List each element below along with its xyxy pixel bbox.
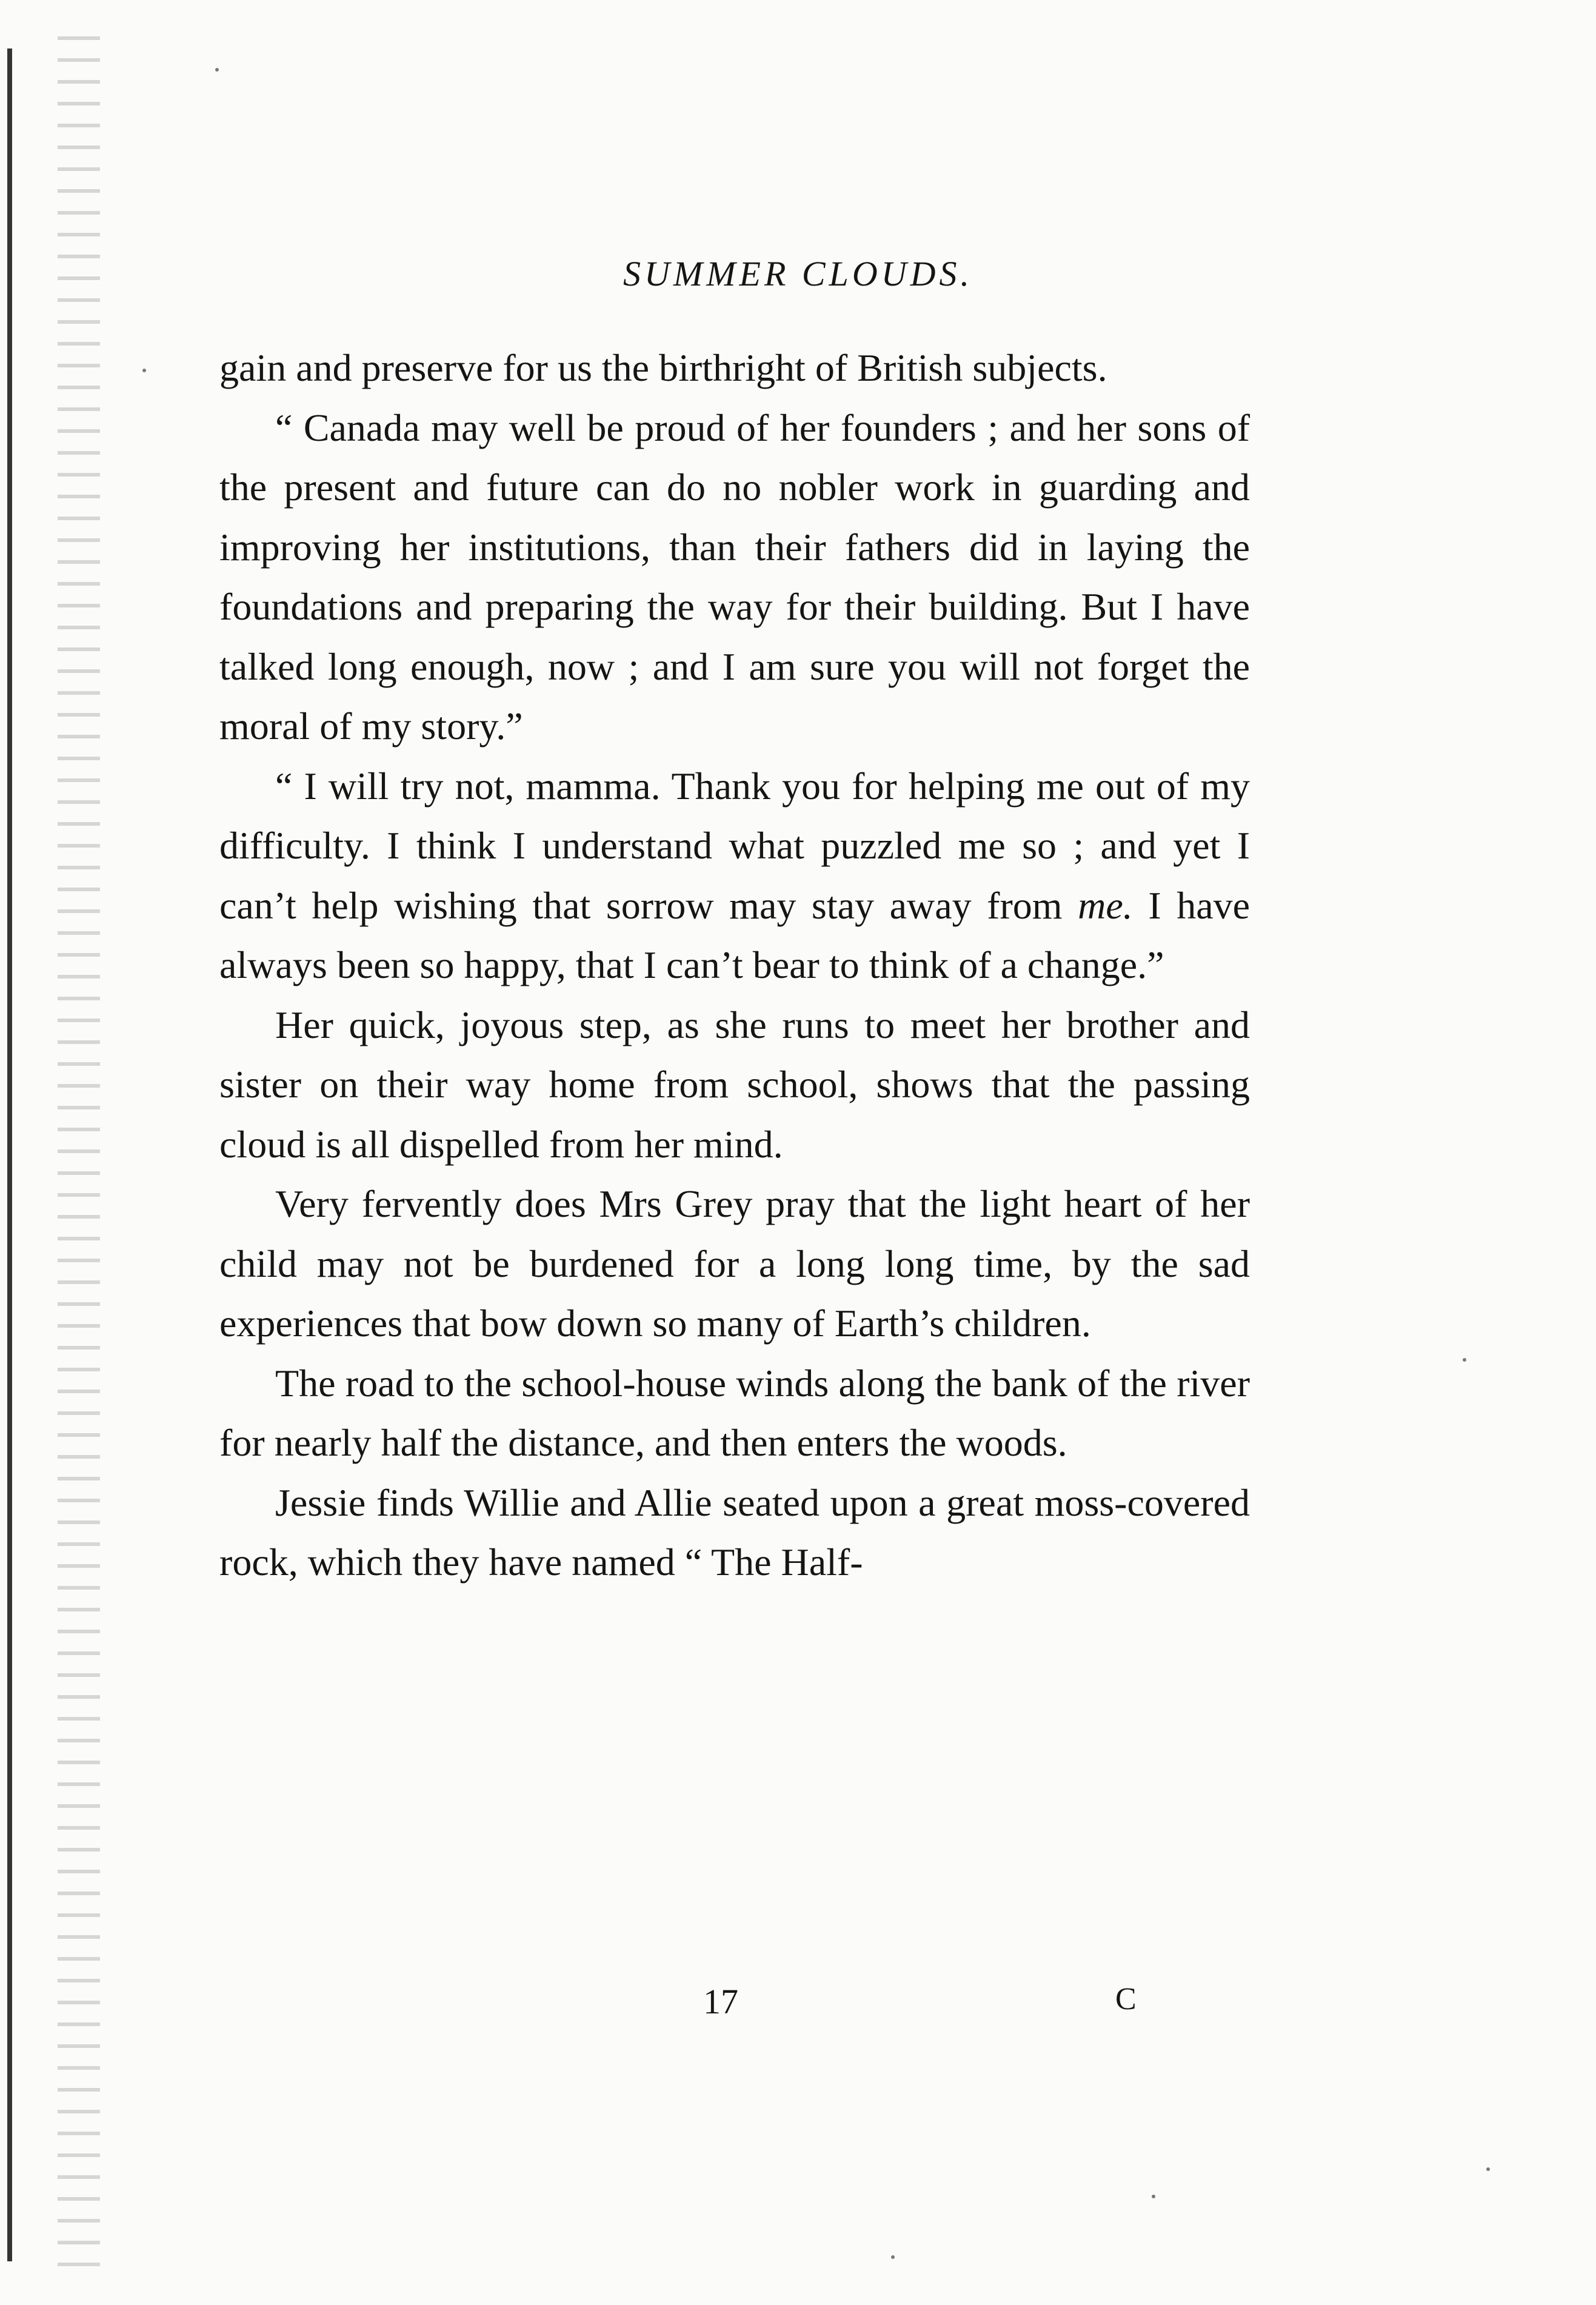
print-speck bbox=[1463, 1358, 1466, 1362]
print-speck bbox=[891, 2255, 895, 2259]
paragraph-3-rest: I have always been so happy, that I can’t bear to think of a change.” bbox=[219, 883, 1250, 986]
print-speck bbox=[1152, 2195, 1155, 2198]
paragraph-2: “ Canada may well be proud of her founders ; and her sons of the present and future can do no nobler work in guarding and improving her institutions, than their fathers did in laying the foundations and preparing the way for their building. But I have talked long enough, now ; and I am sure you will not forget the moral of my story.” bbox=[219, 406, 1250, 748]
paragraph-6: The road to the school-house winds along the bank of the river for nearly half the distance, and then enters the woods. bbox=[219, 1361, 1250, 1464]
paragraph-3-emphasis: me. bbox=[1078, 883, 1133, 927]
print-speck bbox=[1486, 2167, 1490, 2171]
print-speck bbox=[215, 68, 219, 72]
paragraph-4: Her quick, joyous step, as she runs to meet her brother and sister on their way home from school, shows that the passing cloud is all dispelled from her mind. bbox=[219, 1003, 1250, 1166]
paragraph-3-text: “ I will try not, mamma. Thank you for helping me out of my difficulty. I think I understand what puzzled me so ; and yet I can’t help wishing that sorrow may stay away from bbox=[219, 764, 1250, 927]
print-speck bbox=[142, 369, 146, 372]
paragraph-7: Jessie finds Willie and Allie seated upon a great moss-covered rock, which they have named “ The Half- bbox=[219, 1480, 1250, 1584]
body-text bbox=[219, 338, 1250, 1593]
binding-edge bbox=[7, 49, 29, 2261]
page-number: 17 bbox=[703, 1982, 738, 2021]
paragraph-1: gain and preserve for us the birthright of British subjects. bbox=[219, 346, 1107, 389]
running-head: SUMMER CLOUDS. bbox=[623, 254, 973, 293]
signature-mark: C bbox=[1115, 1982, 1137, 2016]
paragraph-3 bbox=[219, 757, 1250, 995]
binding-show-through bbox=[58, 36, 100, 2280]
paragraph-5: Very fervently does Mrs Grey pray that the light heart of her child may not be burdened for a long long time, by the sad experiences that bow down so many of Earth’s children. bbox=[219, 1182, 1250, 1345]
